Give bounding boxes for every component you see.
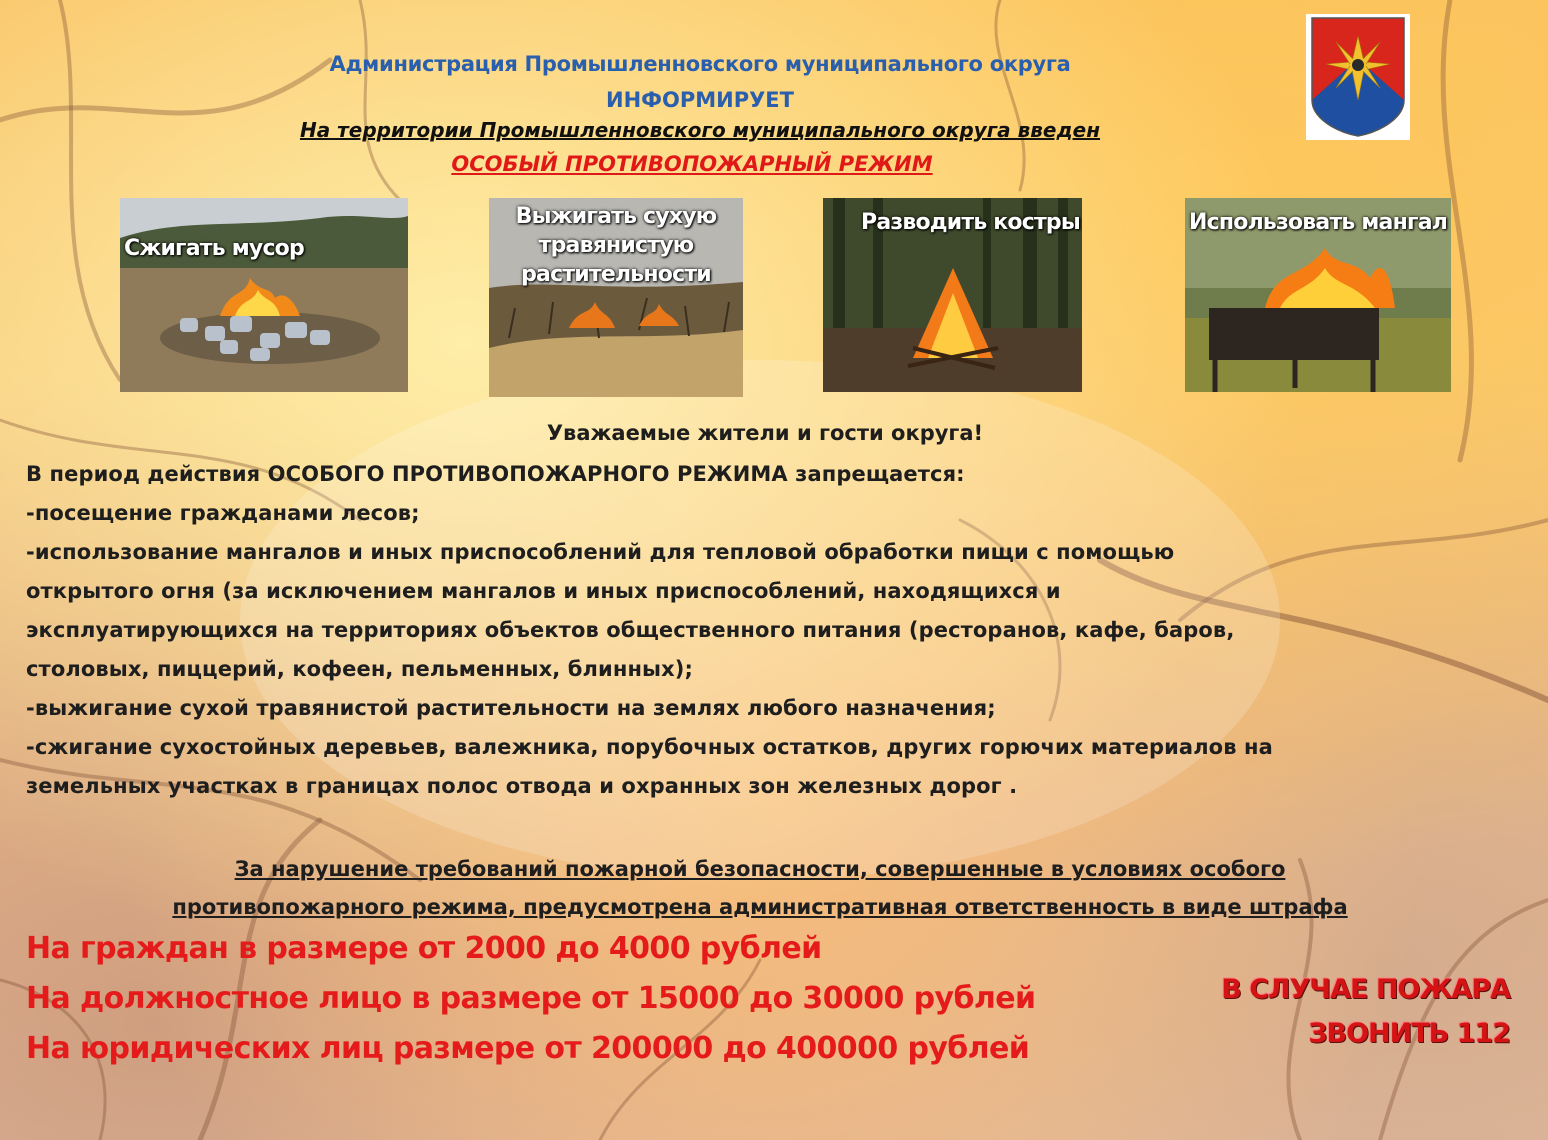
prohibitions-line: -выжигание сухой травянистой растительности на землях любого назначения; xyxy=(26,696,996,720)
prohibitions-line: эксплуатирующихся на территориях объектов общественного питания (ресторанов, кафе, баров, xyxy=(26,618,1235,642)
emergency-line1: В СЛУЧАЕ ПОЖАРА xyxy=(1221,974,1510,1005)
prohibitions-line: земельных участках в границах полос отвода и охранных зон железных дорог . xyxy=(26,774,1018,798)
prohibitions-text xyxy=(26,455,1496,806)
prohibitions-line: столовых, пиццерий, кофеен, пельменных, блинных); xyxy=(26,657,693,681)
liability-line: противопожарного режима, предусмотрена административная ответственность в виде штрафа xyxy=(172,895,1348,919)
prohibitions-line: В период действия ОСОБОГО ПРОТИВОПОЖАРНОГО РЕЖИМА запрещается: xyxy=(26,462,965,486)
intro-line: На территории Промышленновского муниципального округа введен xyxy=(299,118,1101,142)
coat-of-arms-icon xyxy=(1306,14,1410,140)
fine-legal-entities: На юридических лиц размере от 200000 до 400000 рублей xyxy=(26,1031,1030,1066)
burning-grass-photo xyxy=(489,198,743,397)
burning-trash-photo xyxy=(120,198,408,392)
emergency-call-notice xyxy=(1170,968,1510,1056)
photo-caption-grill: Использовать мангал xyxy=(1189,210,1448,235)
informs-heading: ИНФОРМИРУЕТ xyxy=(606,88,794,112)
fine-citizens: На граждан в размере от 2000 до 4000 рублей xyxy=(26,931,822,966)
special-regime-heading: ОСОБЫЙ ПРОТИВОПОЖАРНЫЙ РЕЖИМ xyxy=(451,152,933,176)
photo-caption-campfire: Разводить костры xyxy=(861,210,1080,235)
prohibitions-line: -использование мангалов и иных приспособлений для тепловой обработки пищи с помощью xyxy=(26,540,1175,564)
prohibitions-line: -посещение гражданами лесов; xyxy=(26,501,420,525)
photo-caption-burn-grass-line1: Выжигать сухую xyxy=(515,204,717,229)
photo-caption-burn-grass-line2: травянистую xyxy=(538,233,694,258)
fines-list xyxy=(26,924,1035,1074)
campfire-photo xyxy=(823,198,1082,392)
photo-caption-burn-trash: Сжигать мусор xyxy=(124,236,304,261)
fine-officials: На должностное лицо в размере от 15000 до 30000 рублей xyxy=(26,981,1036,1016)
photo-caption-burn-grass-line3: растительности xyxy=(521,262,711,287)
prohibitions-line: -сжигание сухостойных деревьев, валежника, порубочных остатков, других горючих материалов на xyxy=(26,735,1273,759)
photo-caption-burn-grass xyxy=(489,202,743,289)
liability-notice xyxy=(60,850,1460,926)
greeting: Уважаемые жители и гости округа! xyxy=(546,421,984,445)
administration-title: Администрация Промышленновского муниципального округа xyxy=(329,52,1071,76)
emergency-line2: ЗВОНИТЬ 112 xyxy=(1308,1018,1510,1049)
prohibitions-line: открытого огня (за исключением мангалов и иных приспособлений, находящихся и xyxy=(26,579,1061,603)
grill-photo xyxy=(1185,198,1451,392)
liability-line: За нарушение требований пожарной безопасности, совершенные в условиях особого xyxy=(234,857,1286,881)
